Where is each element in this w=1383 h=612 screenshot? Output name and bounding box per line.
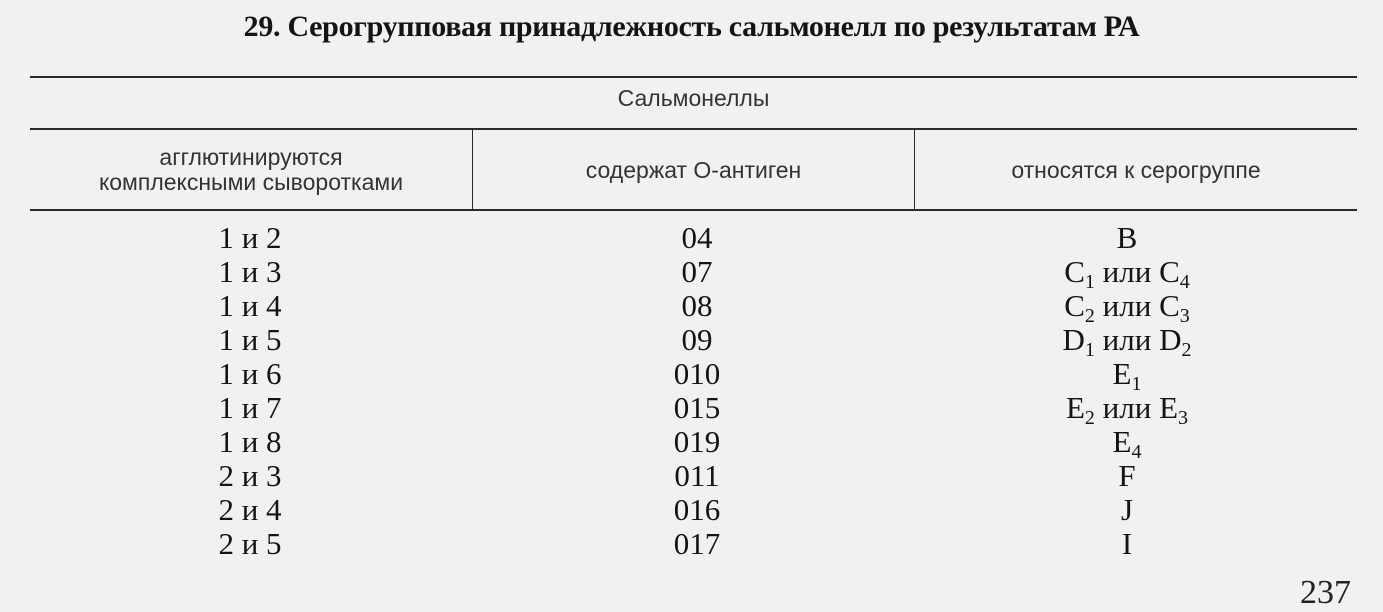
table-cell-sera: 2 и 5: [218, 526, 282, 561]
serogroup-letter: E: [1159, 390, 1179, 425]
serogroup-subscript: 2: [1181, 339, 1192, 361]
serogroup-subscript: 3: [1179, 305, 1190, 327]
column-header-antigen-label: содержат О-антиген: [585, 156, 802, 183]
serogroup-letter: D: [1159, 322, 1182, 357]
top-rule: [30, 76, 1357, 78]
table-cell-antigen: 019: [673, 424, 721, 459]
table-cell-antigen: 015: [673, 390, 721, 425]
antigen-column: [597, 221, 797, 561]
table-cell-sera: 2 и 4: [218, 492, 282, 527]
serogroup-subscript: 4: [1179, 271, 1190, 293]
serogroup-subscript: 2: [1084, 305, 1095, 327]
column-header-serogroup: [915, 130, 1357, 210]
table-cell-sera: 2 и 3: [218, 458, 282, 493]
column-header-sera: [30, 130, 472, 210]
serogroup-letter: C: [1159, 288, 1180, 323]
table-cell-sera: 1 и 5: [218, 322, 282, 357]
span-header: Сальмонеллы: [617, 85, 770, 111]
sera-column: [150, 221, 350, 561]
column-header-antigen: [473, 130, 914, 210]
serogroup-column: [977, 221, 1277, 561]
table-cell-antigen: 010: [673, 356, 721, 391]
table-title: 29. Серогрупповая принадлежность сальмонелл по результатам РА: [243, 10, 1140, 43]
serogroup-subscript: 1: [1084, 271, 1095, 293]
column-header-sera-line2: комплексными сыворотками: [98, 169, 404, 195]
table-cell-serogroup: [977, 390, 1277, 429]
serogroup-letter: E: [1112, 424, 1132, 459]
table-cell-antigen: 07: [681, 254, 713, 289]
serogroup-letter: C: [1159, 254, 1180, 289]
table-cell-antigen: 08: [681, 288, 713, 323]
serogroup-connector: или: [1094, 390, 1160, 425]
table-cell-sera: 1 и 6: [218, 356, 282, 391]
table-cell-antigen: 011: [674, 458, 720, 493]
table-cell-serogroup: [977, 356, 1277, 395]
serogroup-letter: E: [1112, 356, 1132, 391]
serogroup-subscript: 4: [1131, 441, 1142, 463]
serogroup-letter: D: [1062, 322, 1085, 357]
table-cell-sera: 1 и 3: [218, 254, 282, 289]
serogroup-letter: I: [1121, 526, 1133, 561]
table-cell-serogroup: [977, 527, 1277, 561]
serogroup-letter: E: [1065, 390, 1085, 425]
table-cell-serogroup: [977, 322, 1277, 361]
serogroup-letter: F: [1118, 458, 1136, 493]
serogroup-subscript: 1: [1084, 339, 1095, 361]
serogroup-connector: или: [1094, 254, 1160, 289]
table-cell-serogroup: [977, 493, 1277, 527]
table-cell-serogroup: [977, 221, 1277, 255]
table-cell-serogroup: [977, 424, 1277, 463]
table-cell-sera: 1 и 7: [218, 390, 282, 425]
serogroup-letter: C: [1064, 288, 1085, 323]
table-cell-serogroup: [977, 288, 1277, 327]
serogroup-connector: или: [1094, 288, 1160, 323]
serogroup-subscript: 2: [1084, 407, 1095, 429]
serogroup-subscript: 3: [1178, 407, 1189, 429]
table-cell-antigen: 09: [681, 322, 713, 357]
table-cell-serogroup: [977, 254, 1277, 293]
column-header-sera-line1: агглютинируются: [159, 144, 343, 170]
table-cell-antigen: 017: [673, 526, 721, 561]
page-number: 237: [1300, 574, 1351, 611]
column-header-serogroup-label: относятся к серогруппе: [1011, 156, 1261, 183]
serogroup-letter: B: [1116, 220, 1138, 255]
table-cell-sera: 1 и 8: [218, 424, 282, 459]
table-cell-antigen: 04: [681, 220, 713, 255]
table-cell-antigen: 016: [673, 492, 721, 527]
serogroup-connector: или: [1094, 322, 1160, 357]
serogroup-subscript: 1: [1131, 373, 1142, 395]
table-cell-sera: 1 и 2: [218, 220, 282, 255]
serogroup-letter: J: [1120, 492, 1134, 527]
table-cell-sera: 1 и 4: [218, 288, 282, 323]
header-rule: [30, 209, 1357, 211]
table-cell-serogroup: [977, 459, 1277, 493]
serogroup-letter: C: [1064, 254, 1085, 289]
